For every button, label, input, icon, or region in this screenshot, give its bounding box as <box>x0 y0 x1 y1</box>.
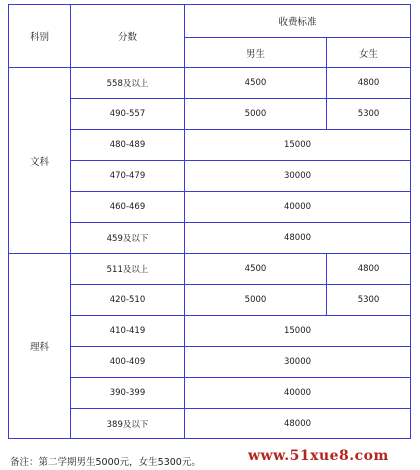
fee-table <box>8 4 411 439</box>
header-subject: 科别 <box>9 5 71 68</box>
merged-fee-cell: 30000 <box>185 347 411 378</box>
header-male: 男生 <box>185 38 327 68</box>
female-fee-cell: 5300 <box>327 285 411 316</box>
footnote: 备注：第二学期男生5000元，女生5300元。 <box>10 457 201 468</box>
merged-fee-cell: 15000 <box>185 316 411 347</box>
site-watermark: www.51xue8.com <box>248 448 389 464</box>
merged-fee-cell: 40000 <box>185 192 411 223</box>
male-fee-cell: 5000 <box>185 285 327 316</box>
score-cell: 470-479 <box>71 161 185 192</box>
score-cell: 558及以上 <box>71 68 185 99</box>
score-cell: 480-489 <box>71 130 185 161</box>
score-cell: 490-557 <box>71 99 185 130</box>
score-cell: 459及以下 <box>71 223 185 254</box>
merged-fee-cell: 40000 <box>185 378 411 409</box>
score-cell: 389及以下 <box>71 409 185 439</box>
merged-fee-cell: 48000 <box>185 409 411 439</box>
female-fee-cell: 4800 <box>327 254 411 285</box>
table-row <box>9 68 411 99</box>
subject-cell-science: 理科 <box>9 254 71 439</box>
female-fee-cell: 5300 <box>327 99 411 130</box>
female-fee-cell: 4800 <box>327 68 411 99</box>
score-cell: 410-419 <box>71 316 185 347</box>
table-row <box>9 254 411 285</box>
header-score: 分数 <box>71 5 185 68</box>
header-fee-standard: 收费标准 <box>185 5 411 38</box>
male-fee-cell: 4500 <box>185 68 327 99</box>
merged-fee-cell: 48000 <box>185 223 411 254</box>
score-cell: 511及以上 <box>71 254 185 285</box>
score-cell: 390-399 <box>71 378 185 409</box>
header-row <box>9 5 411 38</box>
subject-cell-liberal-arts: 文科 <box>9 68 71 254</box>
score-cell: 400-409 <box>71 347 185 378</box>
score-cell: 460-469 <box>71 192 185 223</box>
merged-fee-cell: 30000 <box>185 161 411 192</box>
header-female: 女生 <box>327 38 411 68</box>
male-fee-cell: 5000 <box>185 99 327 130</box>
male-fee-cell: 4500 <box>185 254 327 285</box>
merged-fee-cell: 15000 <box>185 130 411 161</box>
score-cell: 420-510 <box>71 285 185 316</box>
